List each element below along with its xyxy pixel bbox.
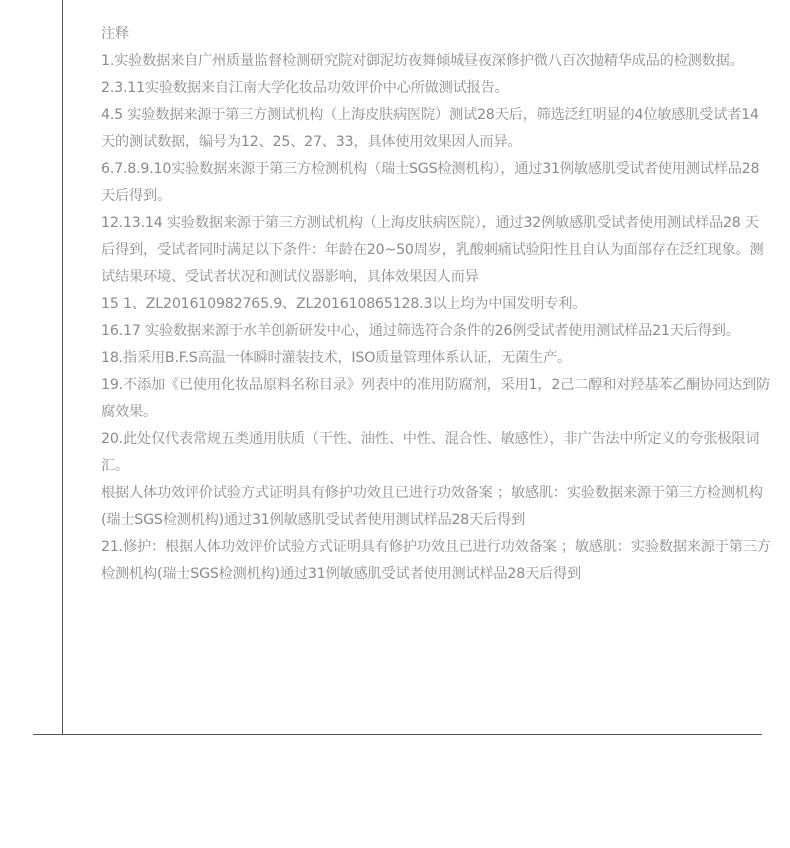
note-item: 6.7.8.9.10实验数据来源于第三方检测机构（瑞士SGS检测机构），通过31例敏感肌受试者使用测试样品28天后得到。 <box>101 161 760 204</box>
note-item: 1.实验数据来自广州质量监督检测研究院对御泥坊夜舞倾城昼夜深修护微八百次抛精华成品的检测数据。 <box>101 53 744 69</box>
note-item: 20.此处仅代表常规五类通用肤质（干性、油性、中性、混合性、敏感性），非广告法中所定义的夸张极限词汇。 <box>101 431 760 474</box>
footnotes-section <box>101 21 771 588</box>
note-item: 21.修护：根据人体功效评价试验方式证明具有修护功效且已进行功效备案 ；敏感肌：实验数据来源于第三方检测机构(瑞士SGS检测机构)通过31例敏感肌受试者使用测试样品28天后得到 <box>101 539 771 582</box>
note-item: 16.17 实验数据来源于水羊创新研发中心，通过筛选符合条件的26例受试者使用测试样品21天后得到。 <box>101 323 740 339</box>
note-item: 15 1、ZL201610982765.9、ZL201610865128.3以上均为中国发明专利。 <box>101 296 587 312</box>
bottom-horizontal-rule <box>33 734 762 735</box>
note-item: 4.5 实验数据来源于第三方测试机构（上海皮肤病医院）测试28天后，筛选泛红明显的4位敏感肌受试者14天的测试数据，编号为12、25、27、33，具体使用效果因人而异。 <box>101 107 759 150</box>
note-item: 根据人体功效评价试验方式证明具有修护功效且已进行功效备案 ；敏感肌：实验数据来源于第三方检测机构(瑞士SGS检测机构)通过31例敏感肌受试者使用测试样品28天后得到 <box>101 485 763 528</box>
note-item: 18.指采用B.F.S高温一体瞬时灌装技术，ISO质量管理体系认证，无菌生产。 <box>101 350 572 366</box>
note-item: 2.3.11实验数据来自江南大学化妆品功效评价中心所做测试报告。 <box>101 80 509 96</box>
note-item: 19.不添加《已使用化妆品原料名称目录》列表中的准用防腐剂，采用1，2己二醇和对羟基苯乙酮协同达到防腐效果。 <box>101 377 771 420</box>
left-vertical-rule <box>62 0 63 735</box>
notes-title: 注释 <box>101 26 129 42</box>
note-item: 12.13.14 实验数据来源于第三方测试机构（上海皮肤病医院），通过32例敏感肌受试者使用测试样品28 天后得到，受试者同时满足以下条件：年龄在20~50周岁，乳酸刺痛试验阳性且自认为面部存在泛红现象。测试结果环境、受试者状况和测试仪器影响，具体效果因人而异 <box>101 215 764 285</box>
